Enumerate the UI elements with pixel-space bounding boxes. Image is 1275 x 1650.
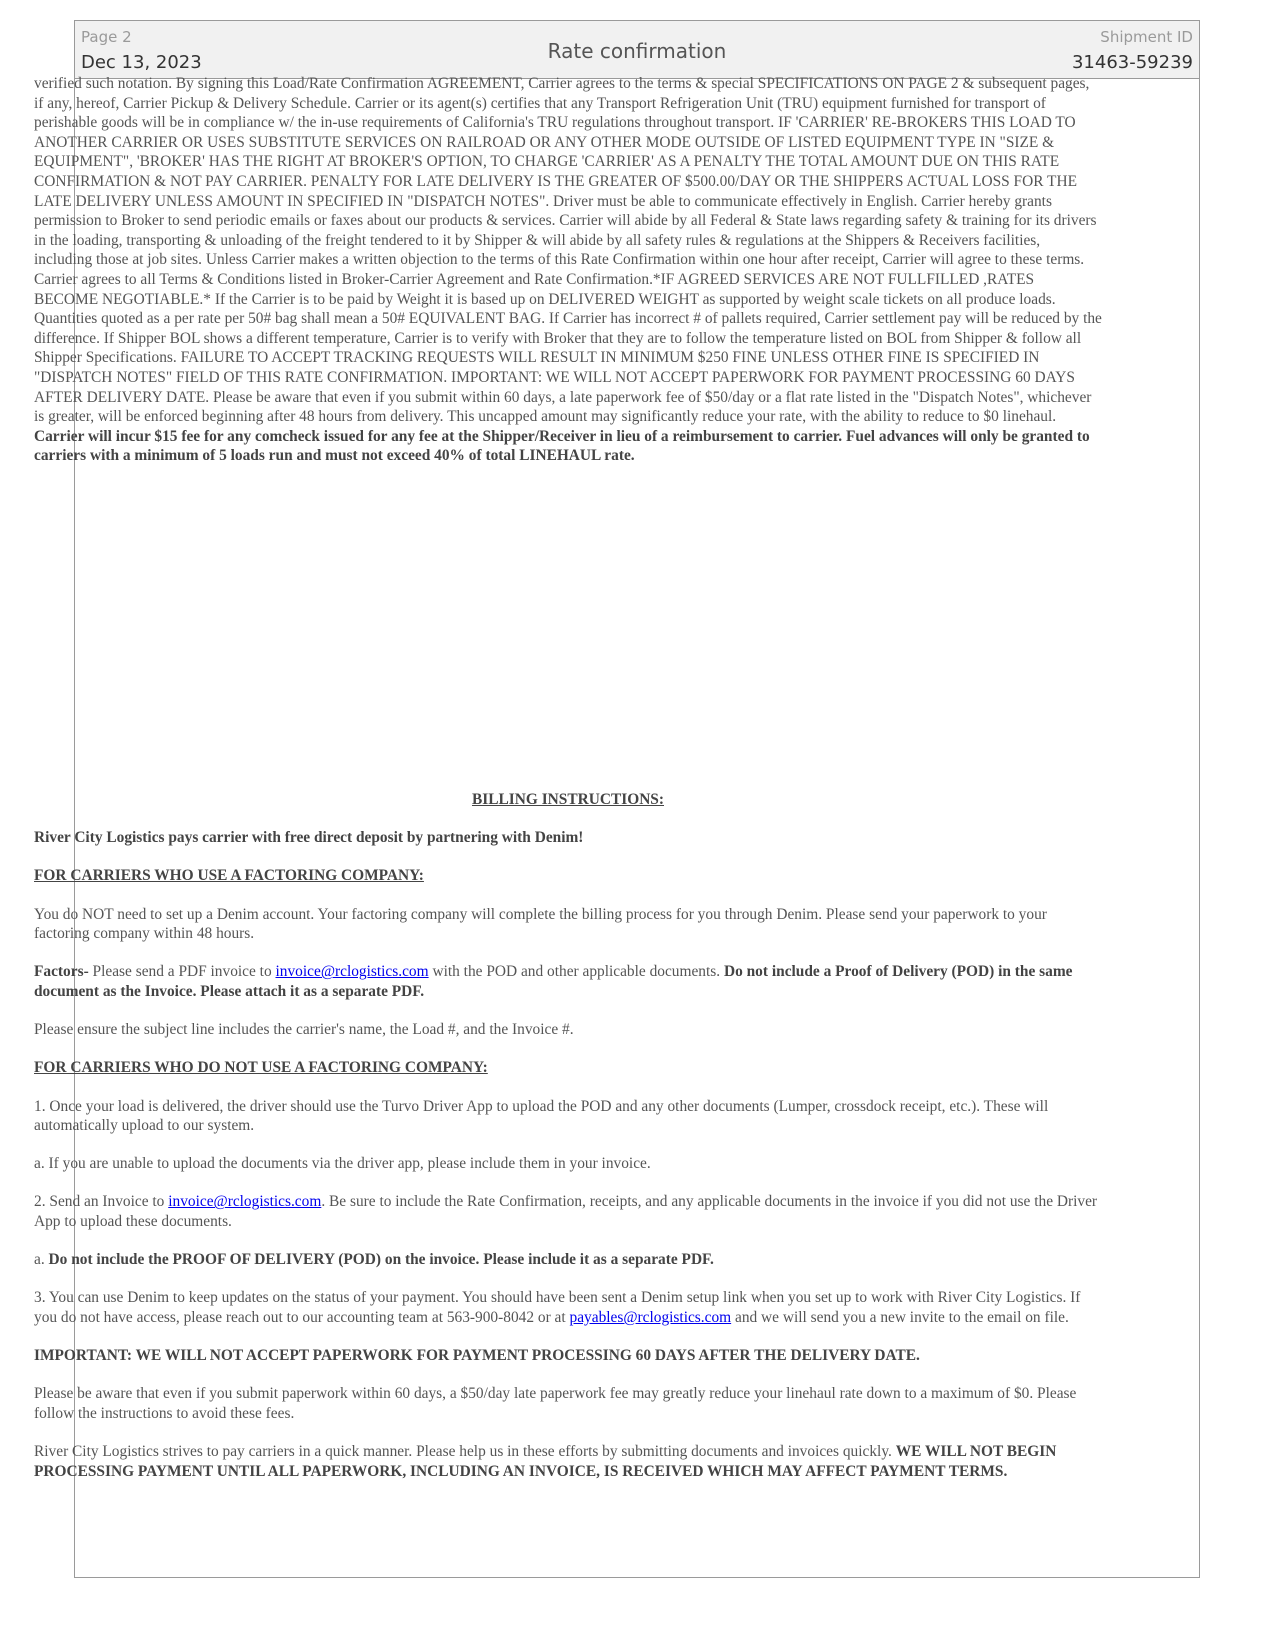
step-2a-bold: Do not include the PROOF OF DELIVERY (POD) on the invoice. Please include it as a separate PDF.: [48, 1251, 714, 1269]
factors-label: Factors-: [34, 963, 89, 981]
step-2: [34, 1192, 1102, 1231]
terms-paragraph: [34, 74, 1102, 466]
invoice-email-link-2[interactable]: invoice@rclogistics.com: [168, 1193, 322, 1211]
step-1: 1. Once your load is delivered, the driver should use the Turvo Driver App to upload the POD and any other documents (Lumper, crossdock receipt, etc.). These will automatically upload to our system.: [34, 1097, 1049, 1135]
factors-bold: Do not include a Proof of Delivery (POD) in the same document as the Invoice. Please attach it as a separate PDF.: [34, 963, 1073, 1000]
payables-email-link[interactable]: payables@rclogistics.com: [569, 1309, 732, 1327]
closing-bold: WE WILL NOT BEGIN PROCESSING PAYMENT UNTIL ALL PAPERWORK, INCLUDING AN INVOICE, IS RECEIVED WHICH MAY AFFECT PAYMENT TERMS.: [34, 1443, 1057, 1480]
late-fee-note: Please be aware that even if you submit paperwork within 60 days, a $50/day late paperwork fee may greatly reduce your linehaul rate down to a maximum of $0. Please follow the instructions to avoid these fees.: [34, 1385, 1077, 1422]
closing-text: River City Logistics strives to pay carriers in a quick manner. Please help us in these efforts by submitting documents and invoices quickly.: [34, 1443, 896, 1461]
subject-line-note: Please ensure the subject line includes the carrier's name, the Load #, and the Invoice #.: [34, 1021, 574, 1039]
step-1a: a. If you are unable to upload the documents via the driver app, please include them in your invoice.: [34, 1155, 651, 1173]
shipment-id-label: Shipment ID: [1100, 28, 1193, 46]
factoring-heading: FOR CARRIERS WHO USE A FACTORING COMPANY:: [34, 867, 424, 885]
invoice-email-link[interactable]: invoice@rclogistics.com: [275, 963, 429, 981]
step-2-text-a: 2. Send an Invoice to: [34, 1193, 169, 1211]
terms-bold-text: Carrier will incur $15 fee for any comcheck issued for any fee at the Shipper/Receiver in lieu of a reimbursement to carrier. Fuel advances will only be granted to carriers with a minimum of 5 loads run and must not exceed 40% of total LINEHAUL rate.: [34, 427, 1090, 465]
billing-instructions: [34, 790, 1102, 1500]
closing-paragraph: [34, 1442, 1102, 1481]
factors-text-b: with the POD and other applicable documents.: [428, 963, 724, 981]
terms-text: verified such notation. By signing this Load/Rate Confirmation AGREEMENT, Carrier agrees to the terms & special SPECIFICATIONS ON PAGE 2 & subsequent pages, if any, hereof, Carrier Pickup & Delivery Schedule. Carrier or its agent(s) certifies that any Transport Refrigeration Unit (TRU) equipment furnished for transport of perishable goods will be in compliance w/ the in-use requirements of California's TRU regulations throughout transport. IF 'CARRIER' RE-BROKERS THIS LOAD TO ANOTHER CARRIER OR USES SUBSTITUTE SERVICES ON RAILROAD OR ANY OTHER MODE OUTSIDE OF LISTED EQUIPMENT TYPE IN "SIZE & EQUIPMENT", 'BROKER' HAS THE RIGHT AT BROKER'S OPTION, TO CHARGE 'CARRIER' AS A PENALTY THE TOTAL AMOUNT DUE ON THIS RATE CONFIRMATION & NOT PAY CARRIER. PENALTY FOR LATE DELIVERY IS THE GREATER OF $500.00/DAY OR THE SHIPPERS ACTUAL LOSS FOR THE LATE DELIVERY UNLESS AMOUNT IN SPECIFIED IN "DISPATCH NOTES". Driver must be able to communicate effectively in English. Carrier hereby grants permission to Broker to send periodic emails or faxes about our products & services. Carrier will abide by all Federal & State laws regarding safety & training for its drivers in the loading, transporting & unloading of the freight tendered to it by Shipper & will abide by all safety rules & regulations at the Shippers & Receivers facilities, including those at job sites. Unless Carrier makes a written objection to the terms of this Rate Confirmation within one hour after receipt, Carrier will agree to these terms. Carrier agrees to all Terms & Conditions listed in Broker-Carrier Agreement and Rate Confirmation.*IF AGREED SERVICES ARE NOT FULLFILLED ,RATES BECOME NEGOTIABLE.* If the Carrier is to be paid by Weight it is based up on DELIVERED WEIGHT as supported by weight scale tickets on all produce loads. Quantities quoted as a per rate per 50# bag shall mean a 50# EQUIVALENT BAG. If Carrier has incorrect # of pallets required, Carrier settlement pay will be reduced by the difference. If Shipper BOL shows a different temperature, Carrier is to verify with Broker that they are to follow the temperature listed on BOL from Shipper & follow all Shipper Specifications. FAILURE TO ACCEPT TRACKING REQUESTS WILL RESULT IN MINIMUM $250 FINE UNLESS OTHER FINE IS SPECIFIED IN "DISPATCH NOTES" FIELD OF THIS RATE CONFIRMATION. IMPORTANT: WE WILL NOT ACCEPT PAPERWORK FOR PAYMENT PROCESSING 60 DAYS AFTER DELIVERY DATE. Please be aware that even if you submit within 60 days, a late paperwork fee of $50/day or a flat rate listed in the "Dispatch Notes", whichever is greater, will be enforced beginning after 48 hours from delivery. This uncapped amount may significantly reduce your rate, with the ability to reduce to $0 linehaul.: [34, 75, 1102, 426]
terms-section: [34, 74, 1102, 466]
step-2-text-b: . Be sure to include the Rate Confirmation, receipts, and any applicable documents in the invoice if you did not use the Driver App to upload these documents.: [34, 1193, 1098, 1231]
step-3-text-b: and we will send you a new invite to the email on file.: [731, 1309, 1069, 1327]
page-number: Page 2: [81, 28, 132, 46]
step-3: [34, 1288, 1102, 1327]
important-notice: [34, 1346, 1102, 1366]
step-3-text-a: 3. You can use Denim to keep updates on the status of your payment. You should have been sent a Denim setup link when you set up to work with River City Logistics. If you do not have access, please reach out to our accounting team at 563-900-8042 or at: [34, 1289, 1081, 1327]
step-2a: [34, 1250, 1102, 1270]
factors-paragraph: [34, 962, 1102, 1001]
page-header: [75, 21, 1199, 79]
step-2a-prefix: a.: [34, 1251, 49, 1269]
document-date: Dec 13, 2023: [81, 52, 202, 73]
billing-intro-text: River City Logistics pays carrier with free direct deposit by partnering with Denim!: [34, 829, 584, 847]
factors-text-a: Please send a PDF invoice to: [88, 963, 276, 981]
nonfactoring-heading: FOR CARRIERS WHO DO NOT USE A FACTORING COMPANY:: [34, 1059, 488, 1077]
important-text: IMPORTANT: WE WILL NOT ACCEPT PAPERWORK FOR PAYMENT PROCESSING 60 DAYS AFTER THE DELIVERY DATE.: [34, 1347, 920, 1365]
shipment-id: 31463-59239: [1071, 52, 1193, 73]
factoring-paragraph: You do NOT need to set up a Denim account. Your factoring company will complete the billing process for you through Denim. Please send your paperwork to your factoring company within 48 hours.: [34, 905, 1047, 943]
document-title: Rate confirmation: [547, 39, 727, 63]
billing-heading: BILLING INSTRUCTIONS:: [471, 791, 664, 808]
billing-intro: [34, 828, 1102, 848]
